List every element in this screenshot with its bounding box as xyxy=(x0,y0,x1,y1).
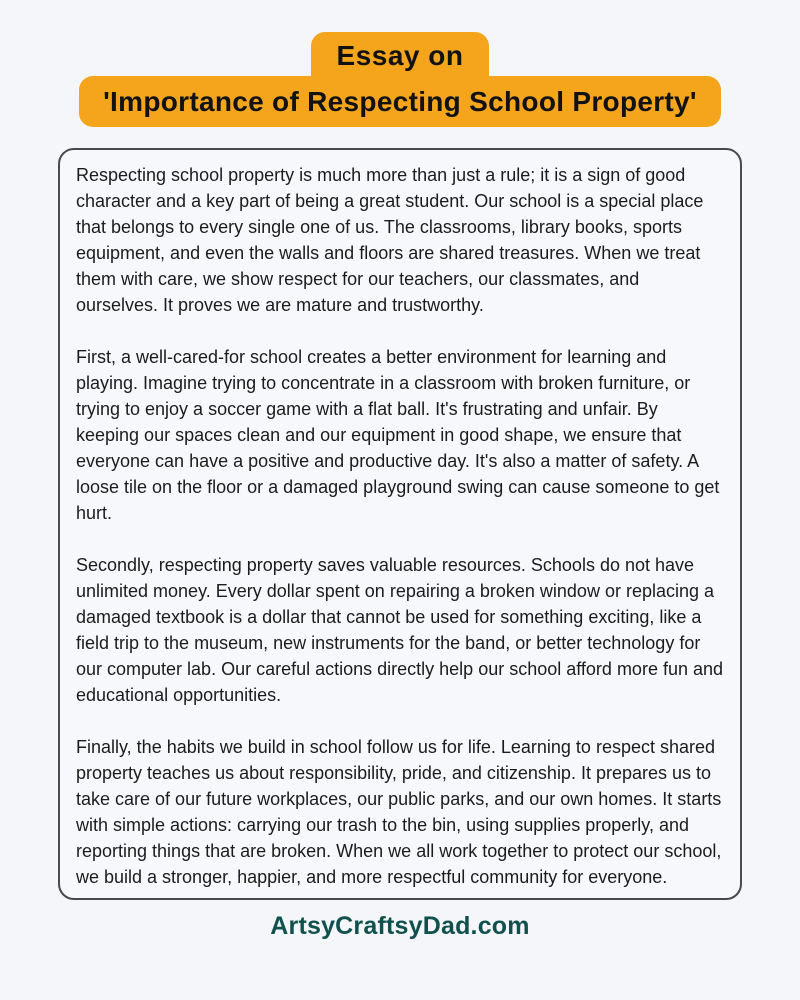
essay-paragraph-intro: Respecting school property is much more than just a rule; it is a sign of good character and a key part of being a great student. Our school is a special place that belongs to every single one of us. The classrooms, library books, sports equipment, and even the walls and floors are shared treasures. When we treat them with care, we show respect for our teachers, our classmates, and ourselves. It proves we are mature and trustworthy. xyxy=(76,164,704,315)
title-line-1: Essay on xyxy=(311,32,490,92)
essay-paragraph-second-point: Secondly, respecting property saves valuable resources. Schools do not have unlimited money. Every dollar spent on repairing a broken window or replacing a damaged textbook is a dollar that cannot be used for something exciting, like a field trip to the museum, new instruments for the band, or better technology for our computer lab. Our careful actions directly help our school afford more fun and educational opportunities. xyxy=(76,554,724,705)
essay-paragraph-first-point: First, a well-cared-for school creates a better environment for learning and playing. Imagine trying to concentrate in a classroom with broken furniture, or trying to enjoy a soccer game with a flat ball. It's frustrating and unfair. By keeping our spaces clean and our equipment in good shape, we ensure that everyone can have a positive and productive day. It's also a matter of safety. A loose tile on the floor or a damaged playground swing can cause someone to get hurt. xyxy=(76,346,720,523)
essay-title xyxy=(79,32,721,127)
site-name: ArtsyCraftsyDad.com xyxy=(270,911,530,940)
essay-paragraph-conclusion: Finally, the habits we build in school follow us for life. Learning to respect shared property teaches us about responsibility, pride, and citizenship. It prepares us to take care of our future workplaces, our public parks, and our own homes. It starts with simple actions: carrying our trash to the bin, using supplies properly, and reporting things that are broken. When we all work together to protect our school, we build a stronger, happier, and more respectful community for everyone. xyxy=(76,736,722,887)
title-line-2: 'Importance of Respecting School Property' xyxy=(79,76,721,127)
essay-card xyxy=(58,148,742,900)
